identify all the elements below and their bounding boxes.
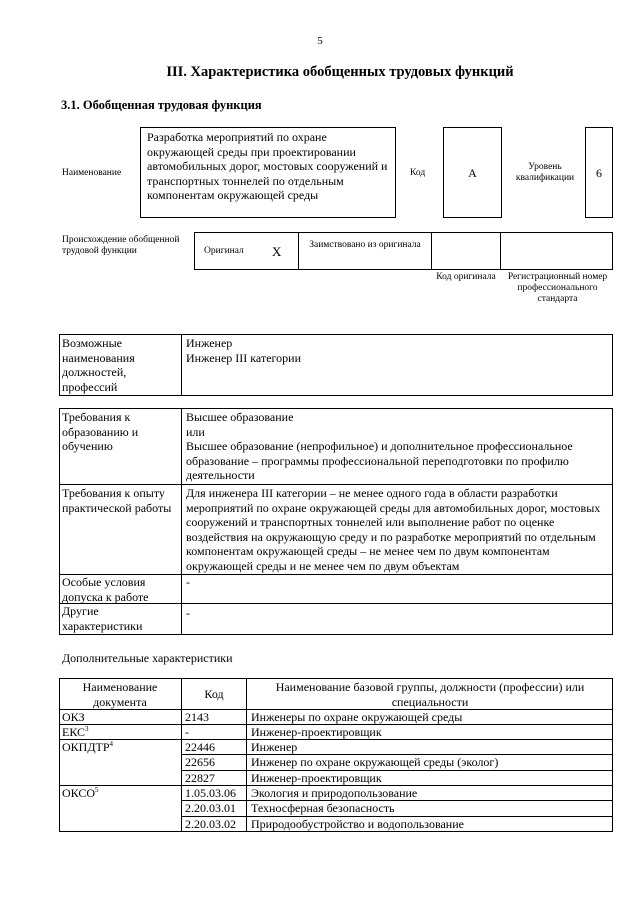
name-cell: Инженер-проектировщик xyxy=(251,771,382,785)
doc-name: ЕКС$^3$ xyxy=(62,725,89,739)
req-row-label: Другие характеристики xyxy=(62,604,143,633)
doc-name: ОКПДТР$^4$ xyxy=(62,740,114,754)
origin-label: Происхождение обобщенной трудовой функции xyxy=(62,235,180,256)
code-cell: 1.05.03.06 xyxy=(185,786,236,800)
subsection-title: 3.1. Обобщенная трудовая функция xyxy=(61,98,262,112)
req-line: Высшее образование (непрофильное) и дополнительное профессиональное образование – программы профессиональной переподготовки по профилю деятельности xyxy=(186,439,573,482)
code-label: Код xyxy=(410,168,426,178)
original-mark: X xyxy=(272,244,282,259)
section-title: III. Характеристика обобщенных трудовых функций xyxy=(166,64,514,80)
req-row-value: - xyxy=(186,606,190,620)
page-number: 5 xyxy=(317,35,323,47)
code-cell: - xyxy=(185,725,189,739)
additional-title: Дополнительные характеристики xyxy=(62,651,233,665)
code-box xyxy=(443,127,502,218)
position-item: Инженер xyxy=(186,336,233,350)
borrowed-label: Заимствовано из оригинала xyxy=(309,240,421,250)
col-header-code: Код xyxy=(204,687,224,701)
level-label: Уровень квалификации xyxy=(515,162,575,183)
name-cell: Природообустройство и водопользование xyxy=(251,817,464,831)
reg-number-caption: Регистрационный номер профессионального стандарта xyxy=(507,272,608,304)
function-name-value: Разработка мероприятий по охране окружающей среды при проектировании автомобильных дорог, мостовых сооружений и транспортных тоннелей по отдельным компонентам окружающей среды xyxy=(147,130,388,202)
footnote-marker: 5 xyxy=(95,786,99,794)
req-row-label: Требования к опыту практической работы xyxy=(62,486,172,515)
name-cell: Инженер xyxy=(251,740,298,754)
req-line: Высшее образование xyxy=(186,410,294,424)
name-cell: Инженер по охране окружающей среды (эколог) xyxy=(251,755,499,769)
name-cell: Инженер-проектировщик xyxy=(251,725,382,739)
req-row-label: Требования к образованию и обучению xyxy=(62,410,139,453)
level-value: 6 xyxy=(596,166,602,180)
positions-label: Возможные наименования должностей, профессий xyxy=(62,336,135,394)
name-cell: Экология и природопользование xyxy=(251,786,418,800)
code-value: А xyxy=(468,166,477,180)
code-cell: 22446 xyxy=(185,740,215,754)
doc-name: ОКЗ xyxy=(62,710,85,724)
code-cell: 22656 xyxy=(185,755,215,769)
doc-name: ОКСО$^5$ xyxy=(62,786,99,800)
col-header-name: Наименование базовой группы, должности (профессии) или специальности xyxy=(275,680,585,709)
req-row-value xyxy=(186,486,610,573)
req-row-value: - xyxy=(186,575,190,589)
position-item: Инженер III категории xyxy=(186,350,301,365)
code-cell: 2143 xyxy=(185,710,209,724)
origin-table xyxy=(194,232,613,270)
original-label: Оригинал xyxy=(204,246,244,256)
name-cell: Техносферная безопасность xyxy=(251,801,395,815)
req-row-value xyxy=(186,410,610,483)
req-line: или xyxy=(186,424,205,439)
req-row-label: Особые условия допуска к работе xyxy=(62,575,149,604)
code-cell: 2.20.03.02 xyxy=(185,817,236,831)
level-box xyxy=(585,127,613,218)
req-line: Для инженера III категории – не менее одного года в области разработки мероприятий по охране окружающей среды для автомобильных дорог, мостовых сооружений и транспортных тоннелей или выполнение работ по оценке воздействия на окружающую среду и по разработке мероприятий по отдельным компонентам окружающей среды – не менее чем по двум компонентам окружающей среды и не менее чем по двум объектам xyxy=(186,486,601,573)
col-header-document: Наименование документа xyxy=(82,680,158,709)
name-label: Наименование xyxy=(62,168,122,178)
positions-values xyxy=(186,336,301,365)
function-name-box xyxy=(140,127,396,218)
name-cell: Инженеры по охране окружающей среды xyxy=(251,710,463,724)
code-cell: 2.20.03.01 xyxy=(185,801,236,815)
code-cell: 22827 xyxy=(185,771,215,785)
code-original-caption: Код оригинала xyxy=(436,272,496,282)
footnote-marker: 3 xyxy=(85,725,89,733)
footnote-marker: 4 xyxy=(109,740,114,748)
